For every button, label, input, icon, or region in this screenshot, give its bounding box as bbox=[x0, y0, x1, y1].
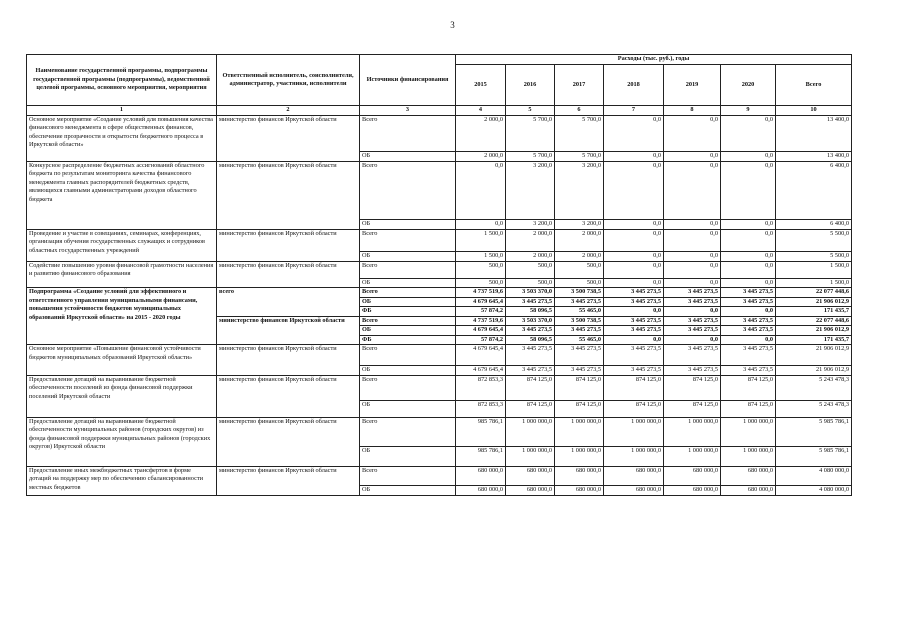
funding-source: Всего bbox=[360, 115, 456, 151]
activity-name: Предоставление дотаций на выравнивание бюджетной обеспеченности поселений из фонда финансовой поддержки поселений Иркутской области bbox=[27, 375, 217, 417]
year-value: 680 000,0 bbox=[555, 485, 604, 495]
total-value: 5 243 478,3 bbox=[776, 375, 852, 400]
funding-source: ОБ bbox=[360, 151, 456, 161]
total-value: 5 985 786,1 bbox=[776, 446, 852, 466]
funding-source: ОБ bbox=[360, 366, 456, 376]
header-expenses: Расходы (тыс. руб.), годы bbox=[456, 55, 852, 65]
year-value: 3 445 273,5 bbox=[721, 288, 776, 298]
year-value: 3 445 273,5 bbox=[664, 366, 721, 376]
header-year-2017: 2017 bbox=[555, 65, 604, 106]
year-value: 0,0 bbox=[721, 151, 776, 161]
activity-name: Основное мероприятие «Повышение финансовой устойчивости бюджетов муниципальных образований Иркутской области» bbox=[27, 345, 217, 376]
funding-source: ОБ bbox=[360, 326, 456, 336]
header-source: Источники финансирования bbox=[360, 55, 456, 106]
total-value: 6 400,0 bbox=[776, 161, 852, 219]
year-value: 1 000 000,0 bbox=[721, 446, 776, 466]
total-value: 171 435,7 bbox=[776, 335, 852, 345]
total-value: 22 077 448,6 bbox=[776, 316, 852, 326]
year-value: 985 786,1 bbox=[456, 446, 506, 466]
year-value: 500,0 bbox=[555, 261, 604, 278]
year-value: 3 445 273,5 bbox=[604, 288, 664, 298]
table-row bbox=[27, 345, 852, 366]
year-value: 3 445 273,5 bbox=[664, 288, 721, 298]
table-row bbox=[27, 466, 852, 485]
year-value: 0,0 bbox=[604, 219, 664, 229]
funding-source: ОБ bbox=[360, 278, 456, 288]
year-value: 3 500 738,5 bbox=[555, 288, 604, 298]
activity-name: Проведение и участие в совещаниях, семинарах, конференциях, организация обучения государственных служащих и сотрудников областных государственных учреждений bbox=[27, 229, 217, 261]
year-value: 1 000 000,0 bbox=[604, 446, 664, 466]
funding-source: ОБ bbox=[360, 219, 456, 229]
year-value: 0,0 bbox=[604, 229, 664, 251]
year-value: 5 700,0 bbox=[555, 151, 604, 161]
year-value: 3 445 273,5 bbox=[664, 316, 721, 326]
funding-source: ОБ bbox=[360, 446, 456, 466]
year-value: 3 200,0 bbox=[506, 219, 555, 229]
year-value: 874 125,0 bbox=[664, 400, 721, 417]
total-value: 5 500,0 bbox=[776, 251, 852, 261]
year-value: 0,0 bbox=[721, 161, 776, 219]
header-year-2020: 2020 bbox=[721, 65, 776, 106]
year-value: 874 125,0 bbox=[555, 375, 604, 400]
year-value: 0,0 bbox=[604, 261, 664, 278]
total-value: 1 500,0 bbox=[776, 261, 852, 278]
year-value: 2 000,0 bbox=[506, 229, 555, 251]
year-value: 3 445 273,5 bbox=[721, 297, 776, 307]
year-value: 680 000,0 bbox=[721, 466, 776, 485]
total-value: 5 985 786,1 bbox=[776, 417, 852, 446]
year-value: 680 000,0 bbox=[555, 466, 604, 485]
year-value: 0,0 bbox=[664, 261, 721, 278]
responsible-executor: министерство финансов Иркутской области bbox=[217, 375, 360, 417]
year-value: 872 853,3 bbox=[456, 400, 506, 417]
year-value: 0,0 bbox=[664, 115, 721, 151]
year-value: 0,0 bbox=[604, 335, 664, 345]
expenses-table bbox=[26, 54, 852, 496]
funding-source: Всего bbox=[360, 261, 456, 278]
year-value: 0,0 bbox=[664, 335, 721, 345]
total-value: 5 243 478,3 bbox=[776, 400, 852, 417]
year-value: 3 200,0 bbox=[555, 219, 604, 229]
funding-source: ОБ bbox=[360, 485, 456, 495]
column-number: 2 bbox=[217, 106, 360, 116]
year-value: 3 445 273,5 bbox=[721, 316, 776, 326]
activity-name: Содействие повышению уровня финансовой грамотности населения и развитию финансового образования bbox=[27, 261, 217, 288]
year-value: 0,0 bbox=[664, 151, 721, 161]
year-value: 3 445 273,5 bbox=[664, 297, 721, 307]
year-value: 3 445 273,5 bbox=[555, 326, 604, 336]
year-value: 3 445 273,5 bbox=[555, 345, 604, 366]
column-number: 3 bbox=[360, 106, 456, 116]
year-value: 3 445 273,5 bbox=[721, 366, 776, 376]
year-value: 0,0 bbox=[604, 251, 664, 261]
year-value: 874 125,0 bbox=[721, 375, 776, 400]
activity-name: Основное мероприятие «Создание условий для повышения качества финансового менеджмента в сфере общественных финансов, обеспечение прозрачности и открытости бюджетного процесса в Иркутской области» bbox=[27, 115, 217, 161]
header-year-2018: 2018 bbox=[604, 65, 664, 106]
year-value: 2 000,0 bbox=[555, 251, 604, 261]
year-value: 0,0 bbox=[664, 278, 721, 288]
year-value: 2 000,0 bbox=[506, 251, 555, 261]
year-value: 3 445 273,5 bbox=[664, 345, 721, 366]
year-value: 500,0 bbox=[506, 261, 555, 278]
header-year-total: Всего bbox=[776, 65, 852, 106]
year-value: 874 125,0 bbox=[664, 375, 721, 400]
year-value: 3 503 370,0 bbox=[506, 288, 555, 298]
responsible-executor: министерство финансов Иркутской области bbox=[217, 115, 360, 161]
year-value: 3 200,0 bbox=[555, 161, 604, 219]
year-value: 1 000 000,0 bbox=[555, 446, 604, 466]
year-value: 3 503 370,0 bbox=[506, 316, 555, 326]
column-number: 9 bbox=[721, 106, 776, 116]
year-value: 4 679 645,4 bbox=[456, 345, 506, 366]
total-value: 5 500,0 bbox=[776, 229, 852, 251]
year-value: 0,0 bbox=[456, 161, 506, 219]
year-value: 680 000,0 bbox=[506, 466, 555, 485]
year-value: 874 125,0 bbox=[721, 400, 776, 417]
year-value: 4 679 645,4 bbox=[456, 326, 506, 336]
table-row bbox=[27, 161, 852, 219]
funding-source: Всего bbox=[360, 316, 456, 326]
funding-source: Всего bbox=[360, 417, 456, 446]
year-value: 0,0 bbox=[721, 229, 776, 251]
year-value: 1 000 000,0 bbox=[604, 417, 664, 446]
year-value: 3 445 273,5 bbox=[604, 326, 664, 336]
year-value: 0,0 bbox=[604, 151, 664, 161]
responsible-executor: министерство финансов Иркутской области bbox=[217, 417, 360, 466]
year-value: 874 125,0 bbox=[604, 375, 664, 400]
header-year-2015: 2015 bbox=[456, 65, 506, 106]
total-value: 22 077 448,6 bbox=[776, 288, 852, 298]
year-value: 3 200,0 bbox=[506, 161, 555, 219]
column-number: 7 bbox=[604, 106, 664, 116]
year-value: 0,0 bbox=[604, 278, 664, 288]
year-value: 0,0 bbox=[721, 307, 776, 317]
year-value: 4 679 645,4 bbox=[456, 297, 506, 307]
year-value: 874 125,0 bbox=[604, 400, 664, 417]
year-value: 0,0 bbox=[721, 335, 776, 345]
column-number: 5 bbox=[506, 106, 555, 116]
total-value: 13 400,0 bbox=[776, 151, 852, 161]
year-value: 1 000 000,0 bbox=[506, 446, 555, 466]
year-value: 680 000,0 bbox=[604, 485, 664, 495]
responsible-executor: министерство финансов Иркутской области bbox=[217, 345, 360, 376]
year-value: 680 000,0 bbox=[604, 466, 664, 485]
funding-source: ОБ bbox=[360, 297, 456, 307]
year-value: 0,0 bbox=[721, 115, 776, 151]
year-value: 985 786,1 bbox=[456, 417, 506, 446]
year-value: 1 000 000,0 bbox=[506, 417, 555, 446]
responsible-executor: министерство финансов Иркутской области bbox=[217, 261, 360, 288]
funding-source: ФБ bbox=[360, 307, 456, 317]
activity-name: Предоставление иных межбюджетных трансфертов в форме дотаций на поддержку мер по обеспечению сбалансированности местных бюджетов bbox=[27, 466, 217, 495]
year-value: 4 737 519,6 bbox=[456, 288, 506, 298]
year-value: 55 465,0 bbox=[555, 307, 604, 317]
funding-source: Всего bbox=[360, 345, 456, 366]
year-value: 0,0 bbox=[604, 161, 664, 219]
year-value: 58 096,5 bbox=[506, 335, 555, 345]
funding-source: Всего bbox=[360, 161, 456, 219]
year-value: 3 445 273,5 bbox=[604, 297, 664, 307]
year-value: 0,0 bbox=[604, 307, 664, 317]
table-row bbox=[27, 417, 852, 446]
year-value: 57 874,2 bbox=[456, 335, 506, 345]
year-value: 0,0 bbox=[721, 261, 776, 278]
total-value: 1 500,0 bbox=[776, 278, 852, 288]
year-value: 500,0 bbox=[555, 278, 604, 288]
funding-source: ОБ bbox=[360, 400, 456, 417]
year-value: 0,0 bbox=[721, 251, 776, 261]
total-value: 4 080 000,0 bbox=[776, 485, 852, 495]
year-value: 680 000,0 bbox=[664, 485, 721, 495]
total-value: 171 435,7 bbox=[776, 307, 852, 317]
table-row bbox=[27, 261, 852, 278]
year-value: 5 700,0 bbox=[506, 115, 555, 151]
year-value: 1 500,0 bbox=[456, 251, 506, 261]
table-row bbox=[27, 375, 852, 400]
funding-source: Всего bbox=[360, 288, 456, 298]
table-row bbox=[27, 115, 852, 151]
subprogram-name: Подпрограмма «Создание условий для эффективного и ответственного управления муниципальными финансами, повышения устойчивости бюджетов муниципальных образований Иркутской области» на 2015 - 2020 годы bbox=[27, 288, 217, 345]
total-value: 21 906 012,9 bbox=[776, 366, 852, 376]
year-value: 3 445 273,5 bbox=[604, 316, 664, 326]
year-value: 680 000,0 bbox=[506, 485, 555, 495]
responsible-executor: министерство финансов Иркутской области bbox=[217, 161, 360, 229]
year-value: 1 000 000,0 bbox=[664, 446, 721, 466]
year-value: 3 445 273,5 bbox=[664, 326, 721, 336]
year-value: 680 000,0 bbox=[721, 485, 776, 495]
header-responsible: Ответственный исполнитель, соисполнители, администратор, участники, исполнители bbox=[217, 55, 360, 106]
funding-source: ОБ bbox=[360, 251, 456, 261]
year-value: 3 445 273,5 bbox=[721, 326, 776, 336]
table-row bbox=[27, 288, 852, 298]
year-value: 680 000,0 bbox=[456, 466, 506, 485]
year-value: 500,0 bbox=[506, 278, 555, 288]
year-value: 0,0 bbox=[721, 278, 776, 288]
funding-source: Всего bbox=[360, 229, 456, 251]
responsible-executor: министерство финансов Иркутской области bbox=[217, 466, 360, 495]
responsible-executor: министерство финансов Иркутской области bbox=[217, 316, 360, 345]
year-value: 874 125,0 bbox=[555, 400, 604, 417]
year-value: 3 445 273,5 bbox=[506, 345, 555, 366]
total-value: 13 400,0 bbox=[776, 115, 852, 151]
column-number: 4 bbox=[456, 106, 506, 116]
funding-source: Всего bbox=[360, 375, 456, 400]
column-number: 8 bbox=[664, 106, 721, 116]
year-value: 2 000,0 bbox=[456, 151, 506, 161]
year-value: 4 737 519,6 bbox=[456, 316, 506, 326]
activity-name: Предоставление дотаций на выравнивание бюджетной обеспеченности муниципальных районов (городских округов) из фонда финансовой поддержки муниципальных районов (городских округов) Иркутской области bbox=[27, 417, 217, 466]
year-value: 5 700,0 bbox=[555, 115, 604, 151]
year-value: 3 445 273,5 bbox=[506, 366, 555, 376]
year-value: 0,0 bbox=[604, 115, 664, 151]
year-value: 0,0 bbox=[664, 229, 721, 251]
responsible-executor: всего bbox=[217, 288, 360, 317]
total-value: 4 080 000,0 bbox=[776, 466, 852, 485]
year-value: 0,0 bbox=[721, 219, 776, 229]
column-number: 1 bbox=[27, 106, 217, 116]
year-value: 2 000,0 bbox=[555, 229, 604, 251]
header-name: Наименование государственной программы, подпрограммы государственной программы (подпрограммы), ведомственной целевой программы, основного мероприятия, мероприятия bbox=[27, 55, 217, 106]
funding-source: ФБ bbox=[360, 335, 456, 345]
expenses-table-sheet bbox=[26, 54, 852, 496]
year-value: 3 445 273,5 bbox=[506, 326, 555, 336]
year-value: 3 445 273,5 bbox=[721, 345, 776, 366]
year-value: 0,0 bbox=[664, 251, 721, 261]
activity-name: Конкурсное распределение бюджетных ассигнований областного бюджета по результатам мониторинга качества финансового менеджмента главных распорядителей бюджетных средств, являющихся главными администраторами доходов областного бюджета bbox=[27, 161, 217, 229]
column-number-row bbox=[27, 106, 852, 116]
year-value: 1 500,0 bbox=[456, 229, 506, 251]
year-value: 680 000,0 bbox=[664, 466, 721, 485]
year-value: 680 000,0 bbox=[456, 485, 506, 495]
year-value: 0,0 bbox=[664, 307, 721, 317]
year-value: 1 000 000,0 bbox=[555, 417, 604, 446]
total-value: 21 906 012,9 bbox=[776, 326, 852, 336]
year-value: 872 853,3 bbox=[456, 375, 506, 400]
column-number: 6 bbox=[555, 106, 604, 116]
header-year-2019: 2019 bbox=[664, 65, 721, 106]
year-value: 57 874,2 bbox=[456, 307, 506, 317]
year-value: 3 445 273,5 bbox=[555, 297, 604, 307]
total-value: 6 400,0 bbox=[776, 219, 852, 229]
year-value: 500,0 bbox=[456, 278, 506, 288]
year-value: 3 445 273,5 bbox=[506, 297, 555, 307]
year-value: 1 000 000,0 bbox=[721, 417, 776, 446]
year-value: 55 465,0 bbox=[555, 335, 604, 345]
year-value: 5 700,0 bbox=[506, 151, 555, 161]
year-value: 0,0 bbox=[456, 219, 506, 229]
year-value: 58 096,5 bbox=[506, 307, 555, 317]
year-value: 3 500 738,5 bbox=[555, 316, 604, 326]
total-value: 21 906 012,9 bbox=[776, 345, 852, 366]
total-value: 21 906 012,9 bbox=[776, 297, 852, 307]
year-value: 500,0 bbox=[456, 261, 506, 278]
year-value: 874 125,0 bbox=[506, 375, 555, 400]
year-value: 3 445 273,5 bbox=[604, 366, 664, 376]
year-value: 874 125,0 bbox=[506, 400, 555, 417]
page-number: 3 bbox=[450, 20, 455, 30]
year-value: 0,0 bbox=[664, 161, 721, 219]
year-value: 4 679 645,4 bbox=[456, 366, 506, 376]
funding-source: Всего bbox=[360, 466, 456, 485]
year-value: 3 445 273,5 bbox=[555, 366, 604, 376]
header-year-2016: 2016 bbox=[506, 65, 555, 106]
year-value: 0,0 bbox=[664, 219, 721, 229]
table-row bbox=[27, 229, 852, 251]
year-value: 3 445 273,5 bbox=[604, 345, 664, 366]
year-value: 1 000 000,0 bbox=[664, 417, 721, 446]
column-number: 10 bbox=[776, 106, 852, 116]
year-value: 2 000,0 bbox=[456, 115, 506, 151]
responsible-executor: министерство финансов Иркутской области bbox=[217, 229, 360, 261]
